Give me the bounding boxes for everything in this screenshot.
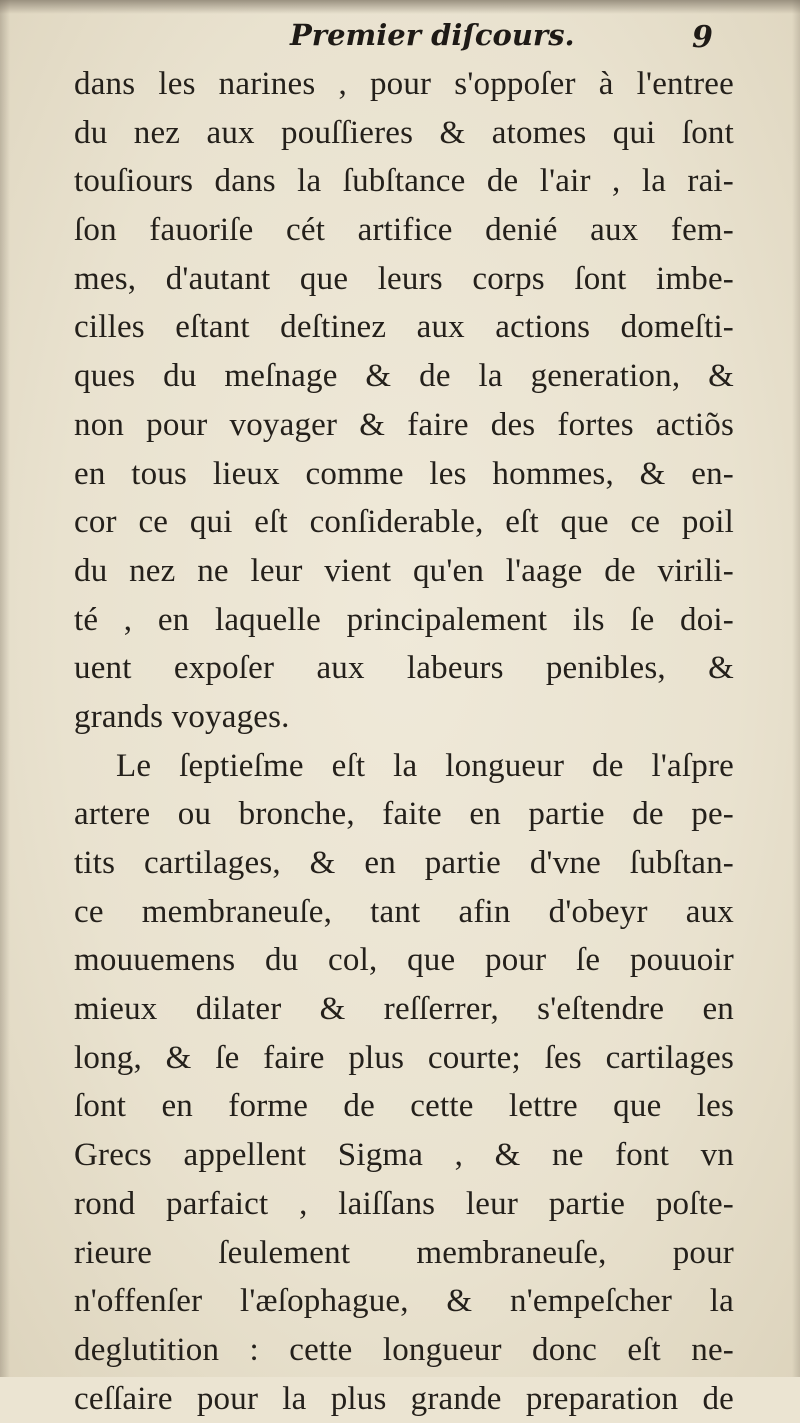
running-head: Premier diſcours. <box>290 18 575 52</box>
page-top-shadow <box>0 0 800 14</box>
text-line: ce membraneuſe, tant afin d'obeyr aux <box>74 893 734 930</box>
text-line: cilles eſtant deſtinez aux actions domeſti- <box>74 309 734 346</box>
text-line: dans les narines , pour s'oppoſer à l'entree <box>74 66 734 102</box>
text-line: té , en laquelle principalement ils ſe doi- <box>74 601 734 638</box>
paragraph-1 <box>74 60 734 742</box>
text-line: grands voyages. <box>74 698 290 735</box>
text-line: Grecs appellent Sigma , & ne font vn <box>74 1137 734 1174</box>
body-text <box>74 60 734 1423</box>
text-line: ſont en forme de cette lettre que les <box>74 1088 734 1125</box>
page-header <box>0 14 800 58</box>
text-line: ſon fauoriſe cét artifice denié aux fem- <box>74 212 734 249</box>
text-line: du nez ne leur vient qu'en l'aage de virili- <box>74 552 734 589</box>
text-line: cor ce qui eſt conſiderable, eſt que ce poil <box>74 504 734 541</box>
text-line: ques du meſnage & de la generation, & <box>74 358 734 395</box>
text-line: mieux dilater & reſſerrer, s'eſtendre en <box>74 991 734 1028</box>
text-line: mouuemens du col, que pour ſe pouuoir <box>74 942 734 979</box>
page-number: 9 <box>692 20 713 55</box>
text-line: en tous lieux comme les hommes, & en- <box>74 455 734 492</box>
text-line: artere ou bronche, faite en partie de pe- <box>74 796 734 833</box>
text-line: touſiours dans la ſubſtance de l'air , la rai- <box>74 163 734 200</box>
paragraph-2 <box>74 742 734 1423</box>
text-line: long, & ſe faire plus courte; ſes cartilages <box>74 1039 734 1076</box>
page-right-shadow <box>792 0 800 1377</box>
text-line: rieure ſeulement membraneuſe, pour <box>74 1234 734 1271</box>
text-line: tits cartilages, & en partie d'vne ſubſtan- <box>74 845 734 881</box>
text-line: deglutition : cette longueur donc eſt ne- <box>74 1331 734 1368</box>
text-line: mes, d'autant que leurs corps ſont imbe- <box>74 260 734 297</box>
text-line: uent expoſer aux labeurs penibles, & <box>74 650 734 687</box>
text-line: du nez aux pouſſieres & atomes qui ſont <box>74 114 734 151</box>
text-line: non pour voyager & faire des fortes actiõs <box>74 406 734 443</box>
text-line: ceſſaire pour la plus grande preparation de <box>74 1380 734 1417</box>
text-line: n'offenſer l'æſophague, & n'empeſcher la <box>74 1283 734 1320</box>
text-line: Le ſeptieſme eſt la longueur de l'aſpre <box>116 747 734 784</box>
page-left-shadow <box>0 0 10 1377</box>
text-line: rond parfaict , laiſſans leur partie poſte- <box>74 1185 734 1222</box>
